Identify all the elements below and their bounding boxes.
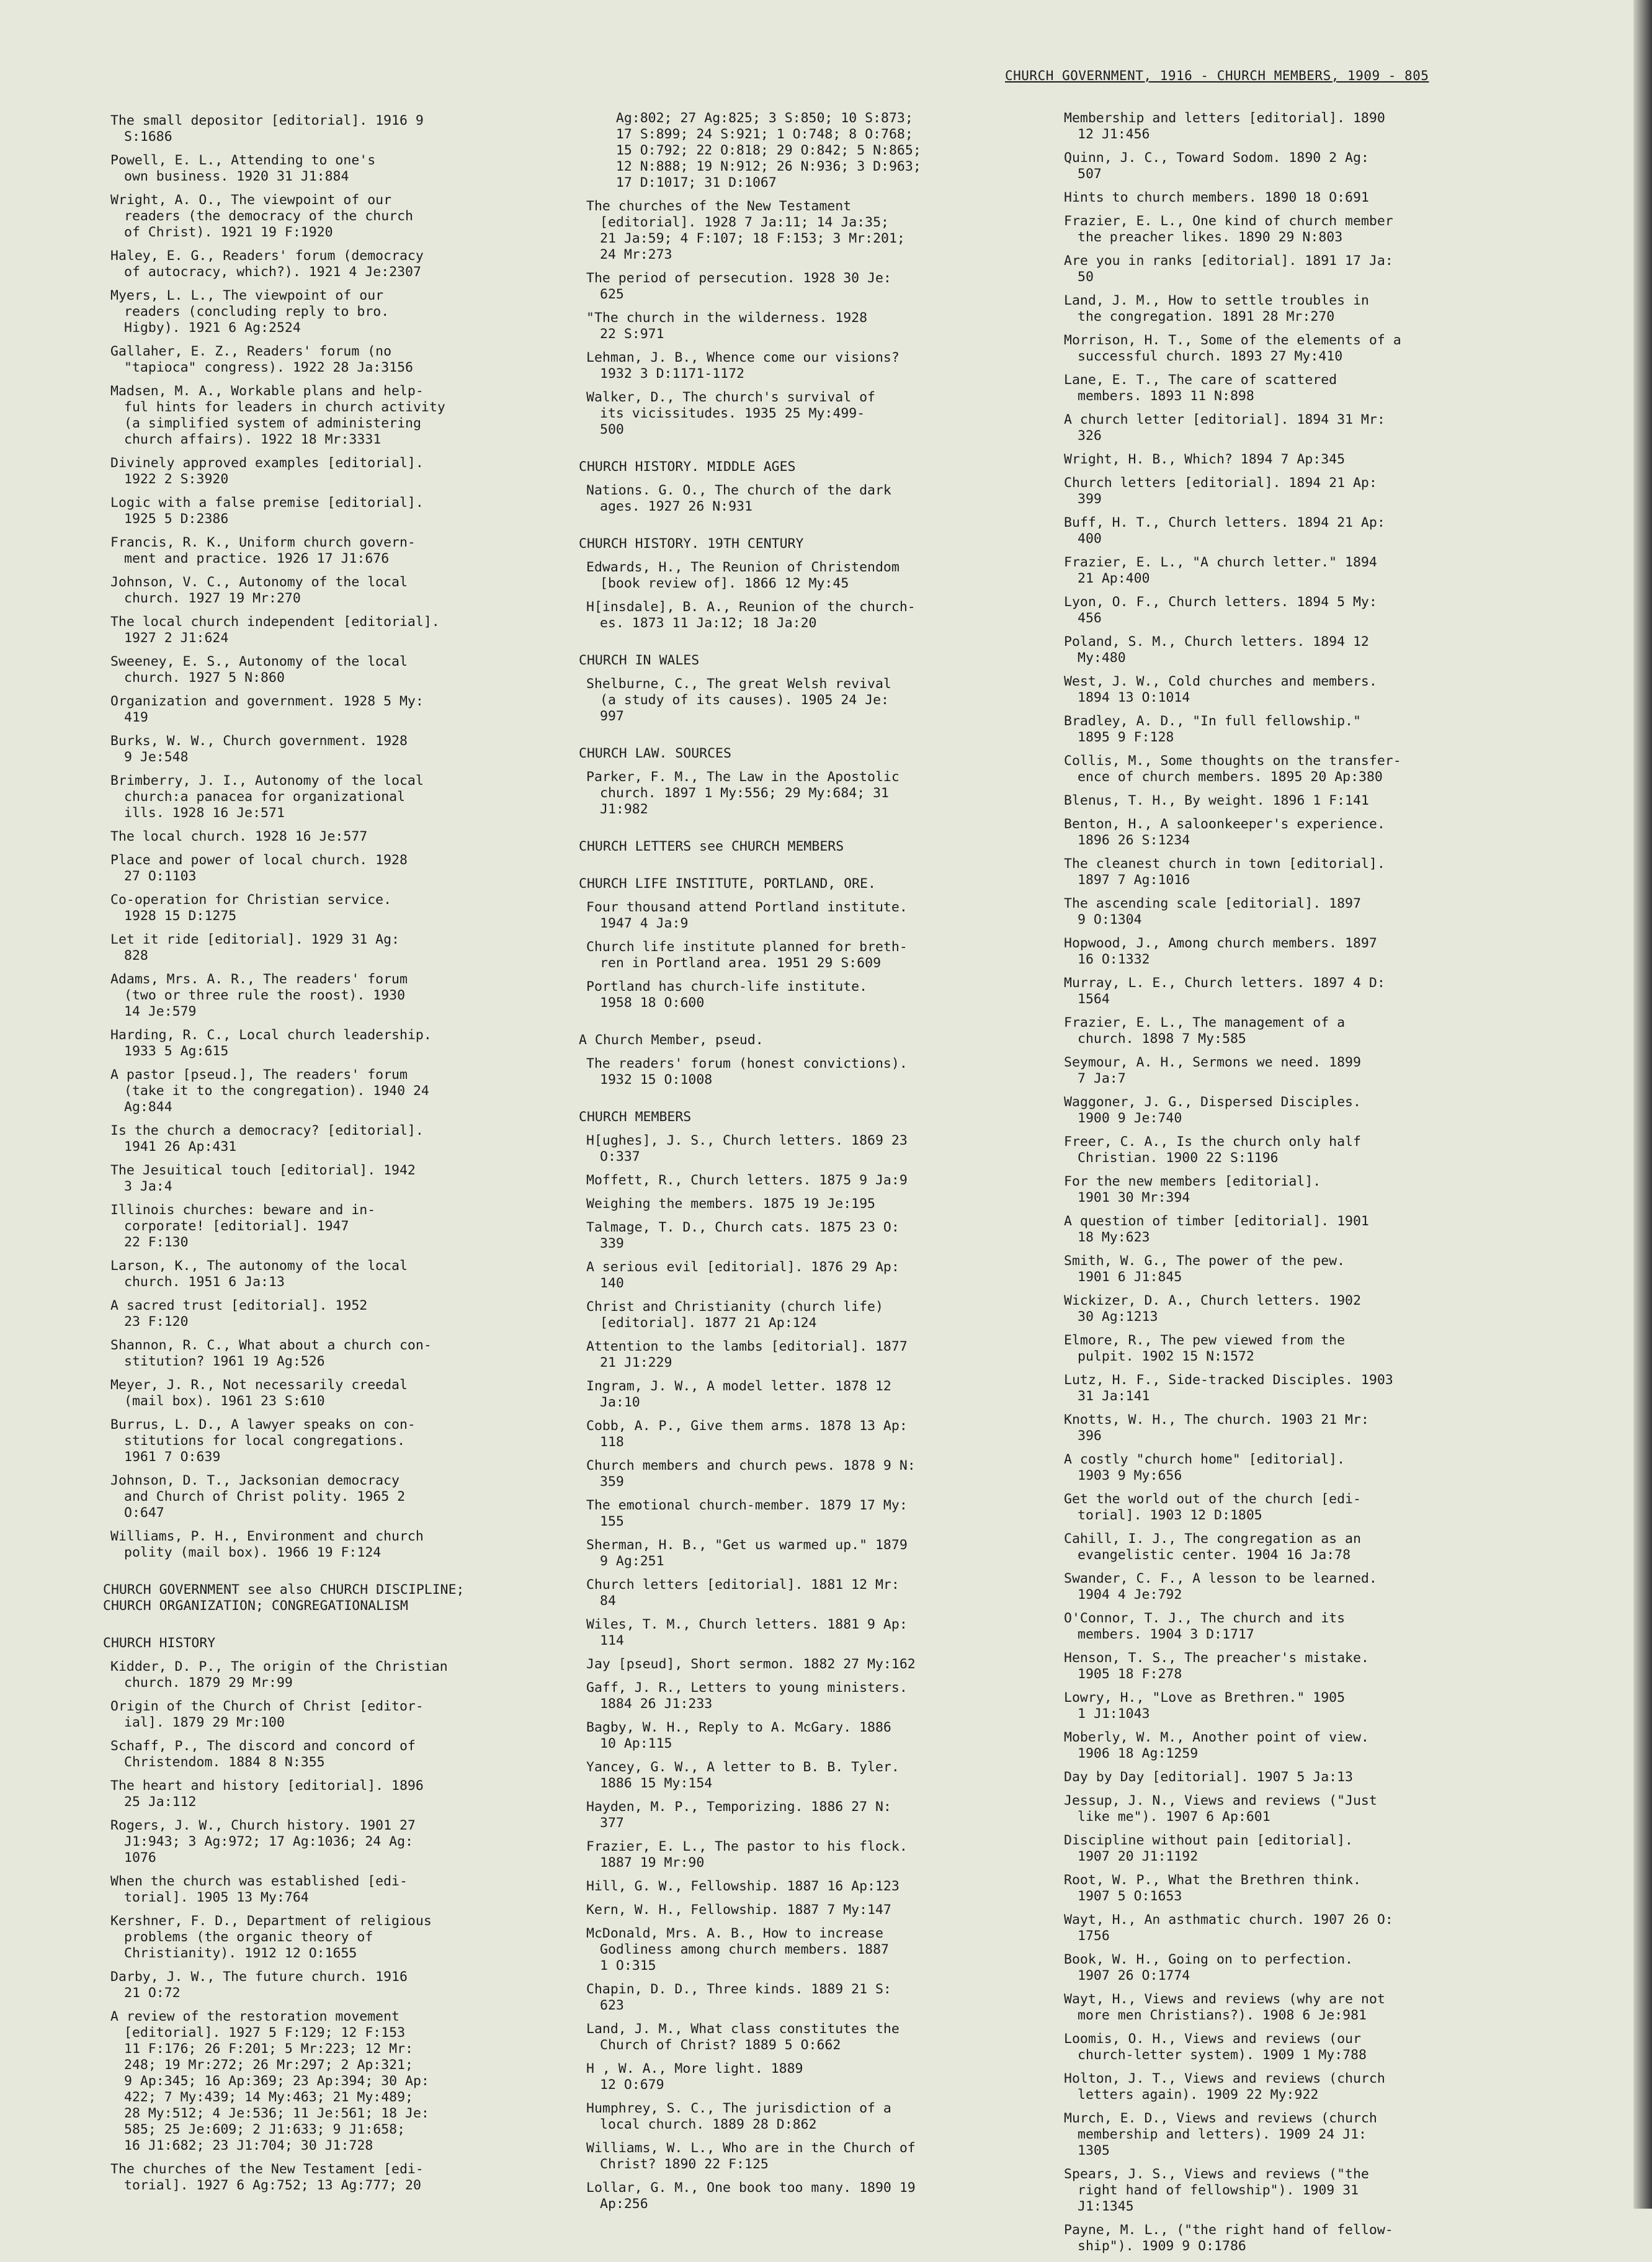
index-entry: Is the church a democracy? [editorial]. 1941 26 Ap:431 (110, 1123, 424, 1155)
index-entry: Humphrey, S. C., The jurisdiction of a local church. 1889 28 D:862 (586, 2101, 891, 2132)
index-entry: Cobb, A. P., Give them arms. 1878 13 Ap: 118 (586, 1418, 908, 1450)
index-entry: Lutz, H. F., Side-tracked Disciples. 1903 31 Ja:141 (1064, 1372, 1393, 1404)
index-entry: Burks, W. W., Church government. 1928 9 Je:548 (110, 733, 408, 765)
index-entry: Hints to church members. 1890 18 O:691 (1064, 190, 1369, 205)
index-entry: O'Connor, T. J., The church and its members. 1904 3 D:1717 (1064, 1611, 1346, 1642)
index-heading: CHURCH HISTORY (103, 1635, 216, 1651)
index-entry: A pastor [pseud.], The readers' forum (take it to the congregation). 1940 24 Ag:844 (110, 1067, 429, 1115)
index-entry: Wayt, H., Views and reviews (why are not more men Christians?). 1908 6 Je:981 (1064, 1992, 1385, 2023)
index-entry: Lowry, H., "Love as Brethren." 1905 1 J1:1043 (1064, 1690, 1346, 1722)
index-entry: Ingram, J. W., A model letter. 1878 12 Ja:10 (586, 1379, 891, 1410)
index-entry: Moberly, W. M., Another point of view. 1906 18 Ag:1259 (1064, 1730, 1369, 1761)
index-entry: Wiles, T. M., Church letters. 1881 9 Ap: 114 (586, 1617, 908, 1648)
index-entry: Let it ride [editorial]. 1929 31 Ag: 828 (110, 932, 400, 963)
index-entry: Co-operation for Christian service. 1928 15 D:1275 (110, 892, 392, 924)
index-entry: Jay [pseud], Short sermon. 1882 27 My:162 (586, 1656, 916, 1672)
index-entry: Swander, C. F., A lesson to be learned. 1904 4 Je:792 (1064, 1571, 1377, 1603)
index-entry: Williams, W. L., Who are in the Church of Christ? 1890 22 F:125 (586, 2140, 916, 2172)
index-entry: H , W. A., More light. 1889 12 O:679 (586, 2061, 803, 2093)
index-entry: Frazier, E. L., The pastor to his flock. 1887 19 Mr:90 (586, 1839, 908, 1871)
index-entry: Quinn, J. C., Toward Sodom. 1890 2 Ag: 507 (1064, 150, 1369, 182)
index-entry: Bagby, W. H., Reply to A. McGary. 1886 10 Ap:115 (586, 1720, 891, 1751)
index-entry: Frazier, E. L., One kind of church member the preacher likes. 1890 29 N:803 (1064, 213, 1393, 245)
index-entry: The Jesuitical touch [editorial]. 1942 3 Ja:4 (110, 1163, 416, 1194)
index-heading: CHURCH MEMBERS (579, 1109, 692, 1125)
index-entry: Haley, E. G., Readers' forum (democracy of autocracy, which?). 1921 4 Je:2307 (110, 248, 424, 280)
index-entry: Shelburne, C., The great Welsh revival (a study of its causes). 1905 24 Je: 997 (586, 676, 891, 724)
index-entry: A church letter [editorial]. 1894 31 Mr: 326 (1064, 412, 1385, 444)
index-entry: Holton, J. T., Views and reviews (church letters again). 1909 22 My:922 (1064, 2071, 1385, 2103)
index-entry: Lollar, G. M., One book too many. 1890 19 Ap:256 (586, 2180, 916, 2212)
page-edge (1633, 0, 1652, 2209)
index-entry: Jessup, J. N., Views and reviews ("Just like me"). 1907 6 Ap:601 (1064, 1793, 1377, 1825)
index-entry: Portland has church-life institute. 1958 18 O:600 (586, 979, 868, 1011)
index-entry: Land, J. M., What class constitutes the Church of Christ? 1889 5 O:662 (586, 2021, 900, 2053)
index-entry: Morrison, H. T., Some of the elements of a successful church. 1893 27 My:410 (1064, 333, 1401, 364)
index-entry: Are you in ranks [editorial]. 1891 17 Ja: 50 (1064, 253, 1393, 285)
index-entry: Spears, J. S., Views and reviews ("the right hand of fellowship"). 1909 31 J1:1345 (1064, 2166, 1369, 2214)
index-heading: CHURCH GOVERNMENT see also CHURCH DISCIPLINE; CHURCH ORGANIZATION; CONGREGATIONALISM (103, 1582, 465, 1614)
index-entry: H[ughes], J. S., Church letters. 1869 23 O:337 (586, 1133, 908, 1165)
index-entry: Wayt, H., An asthmatic church. 1907 26 O: 1756 (1064, 1912, 1393, 1944)
index-entry: The period of persecution. 1928 30 Je: 625 (586, 270, 891, 302)
index-entry: Bradley, A. D., "In full fellowship." 1895 9 F:128 (1064, 713, 1361, 745)
index-heading: CHURCH HISTORY. MIDDLE AGES (579, 459, 796, 475)
index-entry: Origin of the Church of Christ [editor- ial]. 1879 29 Mr:100 (110, 1699, 424, 1730)
index-entry: Murch, E. D., Views and reviews (church membership and letters). 1909 24 J1: 1305 (1064, 2111, 1377, 2158)
index-entry: McDonald, Mrs. A. B., How to increase Godliness among church members. 1887 1 O:315 (586, 1926, 889, 1974)
index-entry: Talmage, T. D., Church cats. 1875 23 O: 339 (586, 1220, 900, 1251)
index-entry: Freer, C. A., Is the church only half Christian. 1900 22 S:1196 (1064, 1134, 1361, 1166)
index-entry: A sacred trust [editorial]. 1952 23 F:120 (110, 1298, 368, 1330)
column-2 (579, 110, 996, 2220)
index-entry: Collis, M., Some thoughts on the transfer- ence of church members. 1895 20 Ap:380 (1064, 753, 1401, 785)
index-entry: Hayden, M. P., Temporizing. 1886 27 N: 377 (586, 1799, 891, 1831)
index-entry: Seymour, A. H., Sermons we need. 1899 7 Ja:7 (1064, 1055, 1361, 1086)
index-entry: Cahill, I. J., The congregation as an evangelistic center. 1904 16 Ja:78 (1064, 1531, 1361, 1563)
index-entry: Organization and government. 1928 5 My: 419 (110, 694, 424, 725)
index-entry: Wickizer, D. A., Church letters. 1902 30 Ag:1213 (1064, 1293, 1361, 1325)
index-entry: The local church independent [editorial]. 1927 2 J1:624 (110, 614, 440, 646)
index-entry: Knotts, W. H., The church. 1903 21 Mr: 396 (1064, 1412, 1369, 1444)
index-heading: CHURCH LAW. SOURCES (579, 746, 731, 761)
column-1 (103, 113, 520, 2201)
index-entry: Madsen, M. A., Workable plans and help- ful hints for leaders in church activity (a simplified system of administering church affairs). 1922 18 Mr:3331 (110, 383, 445, 447)
index-entry: Wright, A. O., The viewpoint of our readers (the democracy of the church of Christ). 1921 19 F:1920 (110, 192, 413, 240)
index-entry: Murray, L. E., Church letters. 1897 4 D: 1564 (1064, 975, 1385, 1007)
index-entry: Sweeney, E. S., Autonomy of the local church. 1927 5 N:860 (110, 654, 408, 686)
index-entry: Hill, G. W., Fellowship. 1887 16 Ap:123 (586, 1879, 900, 1894)
index-entry: Gaff, J. R., Letters to young ministers. 1884 26 J1:233 (586, 1680, 908, 1712)
index-entry: A review of the restoration movement [editorial]. 1927 5 F:129; 12 F:153 11 F:176; 26 F:201; 5 Mr:223; 12 Mr: 248; 19 Mr:272; 26 Mr:297; 2 Ap:321; 9 Ap:345; 16 Ap:369; 23 Ap:394; 30 Ap: 422; 7 My:439; 14 My:463; 21 My:489; 28 My:512; 4 Je:536; 11 Je:561; 18 Je: 585; 25 Je:609; 2 J1:633; 9 J1:658; 16 J1:682; 23 J1:704; 30 J1:728 (110, 2009, 429, 2153)
index-entry: Darby, J. W., The future church. 1916 21 O:72 (110, 1969, 408, 2001)
index-entry: Ag:802; 27 Ag:825; 3 S:850; 10 S:873; 17 S:899; 24 S:921; 1 O:748; 8 O:768; 15 O:792; 22 O:818; 29 O:842; 5 N:865; 12 N:888; 19 N:912; 26 N:936; 3 D:963; 17 D:1017; 31 D:1067 (615, 110, 921, 190)
index-entry: Adams, Mrs. A. R., The readers' forum (two or three rule the roost). 1930 14 Je:579 (110, 972, 408, 1019)
index-entry: Waggoner, J. G., Dispersed Disciples. 1900 9 Je:740 (1064, 1094, 1361, 1126)
index-entry: Benton, H., A saloonkeeper's experience. 1896 26 S:1234 (1064, 816, 1385, 848)
index-entry: The churches of the New Testament [edi- torial]. 1927 6 Ag:752; 13 Ag:777; 20 (110, 2161, 424, 2193)
index-entry: Parker, F. M., The Law in the Apostolic church. 1897 1 My:556; 29 My:684; 31 J1:982 (586, 769, 900, 817)
index-entry: Schaff, P., The discord and concord of Christendom. 1884 8 N:355 (110, 1738, 416, 1770)
index-entry: Lyon, O. F., Church letters. 1894 5 My: 456 (1064, 594, 1377, 626)
index-entry: Kershner, F. D., Department of religious problems (the organic theory of Christianity). 1912 12 O:1655 (110, 1913, 432, 1961)
index-entry: Buff, H. T., Church letters. 1894 21 Ap: 400 (1064, 515, 1385, 547)
index-heading: CHURCH HISTORY. 19TH CENTURY (579, 536, 804, 552)
index-entry: Smith, W. G., The power of the pew. 1901 6 J1:845 (1064, 1253, 1346, 1285)
index-entry: Elmore, R., The pew viewed from the pulpit. 1902 15 N:1572 (1064, 1333, 1346, 1364)
index-entry: Henson, T. S., The preacher's mistake. 1905 18 F:278 (1064, 1650, 1369, 1682)
index-entry: Church life institute planned for breth- ren in Portland area. 1951 29 S:609 (586, 939, 908, 971)
running-header: CHURCH GOVERNMENT, 1916 - CHURCH MEMBERS, 1909 - 805 (1005, 68, 1429, 83)
index-entry: The heart and history [editorial]. 1896 25 Ja:112 (110, 1778, 424, 1810)
index-entry: Wright, H. B., Which? 1894 7 Ap:345 (1064, 452, 1346, 467)
index-entry: Discipline without pain [editorial]. 1907 20 J1:1192 (1064, 1833, 1353, 1864)
index-entry: Weighing the members. 1875 19 Je:195 (586, 1196, 875, 1212)
index-entry: The local church. 1928 16 Je:577 (110, 829, 368, 844)
index-heading: CHURCH LIFE INSTITUTE, PORTLAND, ORE. (579, 876, 876, 892)
index-entry: Johnson, D. T., Jacksonian democracy and Church of Christ polity. 1965 2 O:647 (110, 1473, 406, 1521)
index-entry: Myers, L. L., The viewpoint of our readers (concluding reply to bro. Higby). 1921 6 Ag:2524 (110, 288, 390, 336)
index-entry: The ascending scale [editorial]. 1897 9 O:1304 (1064, 896, 1361, 928)
index-entry: Hopwood, J., Among church members. 1897 16 O:1332 (1064, 936, 1377, 967)
index-entry: Sherman, H. B., "Get us warmed up." 1879 9 Ag:251 (586, 1537, 908, 1569)
index-entry: Place and power of local church. 1928 27 O:1103 (110, 852, 408, 884)
index-entry: West, J. W., Cold churches and members. 1894 13 O:1014 (1064, 674, 1377, 705)
index-entry: Larson, K., The autonomy of the local church. 1951 6 Ja:13 (110, 1258, 408, 1290)
index-entry: Loomis, O. H., Views and reviews (our church-letter system). 1909 1 My:788 (1064, 2031, 1367, 2063)
index-heading: CHURCH LETTERS see CHURCH MEMBERS (579, 839, 844, 854)
index-entry: Yancey, G. W., A letter to B. B. Tyler. 1886 15 My:154 (586, 1759, 900, 1791)
index-entry: Kern, W. H., Fellowship. 1887 7 My:147 (586, 1902, 891, 1918)
index-entry: The emotional church-member. 1879 17 My: 155 (586, 1498, 908, 1529)
index-entry: Frazier, E. L., The management of a church. 1898 7 My:585 (1064, 1015, 1346, 1047)
index-entry: Chapin, D. D., Three kinds. 1889 21 S: 623 (586, 1982, 891, 2013)
index-entry: The churches of the New Testament [editorial]. 1928 7 Ja:11; 14 Ja:35; 21 Ja:59; 4 F:107; 18 F:153; 3 Mr:201; 24 Mr:273 (586, 199, 905, 262)
index-entry: Meyer, J. R., Not necessarily creedal (mail box). 1961 23 S:610 (110, 1377, 408, 1409)
index-entry: Edwards, H., The Reunion of Christendom [book review of]. 1866 12 My:45 (586, 560, 900, 591)
index-entry: Christ and Christianity (church life) [editorial]. 1877 21 Ap:124 (586, 1299, 883, 1331)
index-entry: Rogers, J. W., Church history. 1901 27 J1:943; 3 Ag:972; 17 Ag:1036; 24 Ag: 1076 (110, 1818, 416, 1866)
index-entry: The readers' forum (honest convictions). 1932 15 O:1008 (586, 1056, 908, 1088)
index-entry: Day by Day [editorial]. 1907 5 Ja:13 (1064, 1769, 1353, 1785)
index-entry: For the new members [editorial]. 1901 30 Mr:394 (1064, 1174, 1321, 1205)
index-entry: Root, W. P., What the Brethren think. 1907 5 O:1653 (1064, 1872, 1361, 1904)
index-entry: "The church in the wilderness. 1928 22 S:971 (586, 310, 868, 342)
index-entry: Church letters [editorial]. 1881 12 Mr: 84 (586, 1577, 900, 1609)
index-entry: Powell, E. L., Attending to one's own business. 1920 31 J1:884 (110, 153, 376, 184)
index-entry: Kidder, D. P., The origin of the Christian church. 1879 29 Mr:99 (110, 1659, 448, 1691)
index-entry: A serious evil [editorial]. 1876 29 Ap: 140 (586, 1259, 900, 1291)
index-entry: Poland, S. M., Church letters. 1894 12 My:480 (1064, 634, 1369, 666)
index-entry: Attention to the lambs [editorial]. 1877 21 J1:229 (586, 1339, 908, 1370)
column-3 (1064, 110, 1473, 2262)
index-entry: Brimberry, J. I., Autonomy of the local church:a panacea for organizational ills. 1928 16 Je:571 (110, 773, 424, 821)
index-entry: Shannon, R. C., What about a church con- stitution? 1961 19 Ag:526 (110, 1338, 432, 1369)
index-entry: Francis, R. K., Uniform church govern- ment and practice. 1926 17 J1:676 (110, 535, 416, 566)
index-entry: Get the world out of the church [edi- torial]. 1903 12 D:1805 (1064, 1491, 1361, 1523)
index-entry: The cleanest church in town [editorial]. 1897 7 Ag:1016 (1064, 856, 1385, 888)
index-entry: Illinois churches: beware and in- corporate! [editorial]. 1947 22 F:130 (110, 1202, 376, 1250)
index-entry: Nations. G. O., The church of the dark ages. 1927 26 N:931 (586, 483, 891, 514)
index-entry: Frazier, E. L., "A church letter." 1894 21 Ap:400 (1064, 555, 1377, 586)
index-entry: A question of timber [editorial]. 1901 18 My:623 (1064, 1214, 1369, 1245)
index-entry: Gallaher, E. Z., Readers' forum (no "tapioca" congress). 1922 28 Ja:3156 (110, 344, 413, 375)
index-entry: Harding, R. C., Local church leadership. 1933 5 Ag:615 (110, 1027, 432, 1059)
index-entry: Walker, D., The church's survival of its vicissitudes. 1935 25 My:499- 500 (586, 390, 875, 437)
index-heading: A Church Member, pseud. (579, 1032, 764, 1048)
index-entry: Divinely approved examples [editorial]. 1922 2 S:3920 (110, 455, 424, 487)
index-entry: Blenus, T. H., By weight. 1896 1 F:141 (1064, 793, 1369, 808)
index-entry: Church letters [editorial]. 1894 21 Ap: 399 (1064, 475, 1377, 507)
index-entry: Land, J. M., How to settle troubles in the congregation. 1891 28 Mr:270 (1064, 293, 1369, 324)
index-entry: Logic with a false premise [editorial]. 1925 5 D:2386 (110, 495, 424, 527)
index-entry: Payne, M. L., ("the right hand of fellow- ship"). 1909 9 O:1786 (1064, 2222, 1393, 2254)
index-entry: Burrus, L. D., A lawyer speaks on con- stitutions for local congregations. 1961 7 O:639 (110, 1417, 416, 1465)
index-entry: The small depositor [editorial]. 1916 9 S:1686 (110, 113, 424, 145)
index-entry: Lane, E. T., The care of scattered members. 1893 11 N:898 (1064, 372, 1337, 404)
index-entry: Book, W. H., Going on to perfection. 1907 26 O:1774 (1064, 1952, 1353, 1983)
index-entry: Membership and letters [editorial]. 1890 12 J1:456 (1064, 110, 1385, 142)
index-entry: Four thousand attend Portland institute. 1947 4 Ja:9 (586, 900, 908, 931)
index-entry: Johnson, V. C., Autonomy of the local church. 1927 19 Mr:270 (110, 574, 408, 606)
index-heading: CHURCH IN WALES (579, 653, 700, 668)
index-entry: Lehman, J. B., Whence come our visions? 1932 3 D:1171-1172 (586, 350, 900, 382)
index-entry: A costly "church home" [editorial]. 1903 9 My:656 (1064, 1452, 1346, 1483)
index-entry: H[insdale], B. A., Reunion of the church- es. 1873 11 Ja:12; 18 Ja:20 (586, 599, 916, 631)
index-entry: Church members and church pews. 1878 9 N: 359 (586, 1458, 916, 1490)
index-entry: Moffett, R., Church letters. 1875 9 Ja:9 (586, 1173, 908, 1188)
index-entry: Williams, P. H., Environment and church polity (mail box). 1966 19 F:124 (110, 1529, 424, 1560)
index-entry: When the church was established [edi- torial]. 1905 13 My:764 (110, 1874, 408, 1905)
